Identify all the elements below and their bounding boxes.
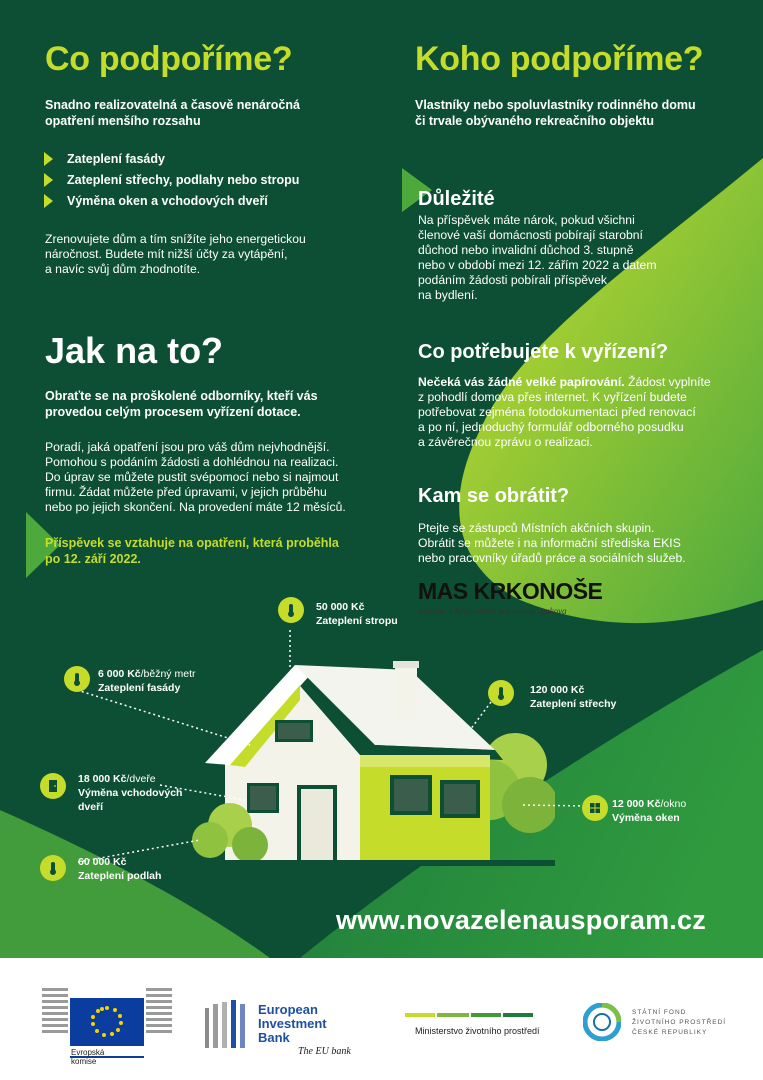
- sfzp-label: STÁTNÍ FOND ŽIVOTNÍHO PROSTŘEDÍ ČESKÉ REPUBLIKY: [632, 1009, 727, 1036]
- jak-subtitle: Obraťte se na proškolené odborníky, kteří vás provedou celým procesem vyřízení dotace.: [45, 389, 318, 419]
- dulezite-title: Důležité: [418, 188, 495, 210]
- european-commission-logo: [42, 976, 172, 1058]
- sfzp-logo-mark: [583, 1003, 621, 1041]
- mzp-label: Ministerstvo životního prostředí: [415, 1026, 540, 1036]
- jak-title: Jak na to?: [45, 330, 224, 371]
- bullet-item: Zateplení fasády: [44, 148, 299, 169]
- eib-logo-mark: [205, 1000, 250, 1052]
- arrow-icon: [44, 152, 53, 166]
- thermometer-icon: [64, 666, 90, 692]
- co-bullets: [44, 148, 299, 211]
- co-subtitle: Snadno realizovatelná a časově nenáročná opatření menšího rozsahu: [45, 98, 300, 128]
- label-strop: 50 000 Kč Zateplení stropu: [316, 601, 398, 627]
- potrebujete-text: Nečeká vás žádné velké papírování. Žádost vyplníte z pohodlí domova přes internet. K vyřízení budete potřebovat zejména fotodokumentaci před renovací a po ní, jednoduchý formulář odborného posudku a závěrečnou zprávu o realizaci.: [418, 375, 711, 449]
- label-podlaha: 60 000 Kč Zateplení podlah: [78, 856, 162, 882]
- mzp-logo-bars: [405, 1013, 535, 1019]
- label-okna: 12 000 Kč/okno Výměna oken: [612, 798, 687, 824]
- eib-tagline: The EU bank: [298, 1046, 351, 1057]
- arrow-icon: [44, 173, 53, 187]
- arrow-icon: [44, 194, 53, 208]
- label-fasada: 6 000 Kč/běžný metr Zateplení fasády: [98, 668, 196, 694]
- label-dvere: 18 000 Kč/dveře Výměna vchodových dveří: [78, 773, 183, 813]
- door-icon: [40, 773, 66, 799]
- bullet-item: Zateplení střechy, podlahy nebo stropu: [44, 169, 299, 190]
- kam-title: Kam se obrátit?: [418, 485, 570, 507]
- jak-note: Příspěvek se vztahuje na opatření, která proběhla po 12. září 2022.: [45, 536, 339, 566]
- kam-text: Ptejte se zástupců Místních akčních skupin. Obrátit se můžete i na informační střediska EKIS nebo pracovníky úřadů práce a sociálních služeb.: [418, 521, 686, 565]
- footer-logos: [0, 958, 763, 1080]
- window-icon: [582, 795, 608, 821]
- koho-subtitle: Vlastníky nebo spoluvlastníky rodinného domu či trvale obývaného rekreačního objektu: [415, 98, 696, 128]
- label-strecha: 120 000 Kč Zateplení střechy: [530, 684, 617, 710]
- koho-title: Koho podpoříme?: [415, 40, 704, 78]
- thermometer-icon: [488, 680, 514, 706]
- eib-label: European Investment Bank: [258, 1002, 327, 1045]
- thermometer-icon: [40, 855, 66, 881]
- mas-krkonose-tagline: zrazena v Krkonoších pro rozvoj venkova: [418, 606, 567, 616]
- thermometer-icon: [278, 597, 304, 623]
- mas-krkonose-logo: MAS KRKONOŠE: [418, 578, 603, 604]
- website-link[interactable]: www.novazelenausporam.cz: [336, 905, 706, 935]
- bullet-item: Výměna oken a vchodových dveří: [44, 190, 299, 211]
- co-title: Co podpoříme?: [45, 40, 293, 78]
- co-text: Zrenovujete dům a tím snížíte jeho energetickou náročnost. Budete mít nižší účty za vytápění, a navíc svůj dům zhodnotíte.: [45, 232, 306, 276]
- eu-label: Evropská komise: [71, 1048, 105, 1066]
- jak-text: Poradí, jaká opatření jsou pro váš dům nejvhodnější. Pomohou s podáním žádosti a dohlédnou na realizaci. Do úprav se můžete pustit svépomocí nebo si najmout firmu. Žádat můžete před úpravami, v jejich průběhu nebo po jejich skončení. Na provedení máte 12 měsíců.: [45, 440, 346, 514]
- dulezite-text: Na příspěvek máte nárok, pokud všichni členové vaší domácnosti pobírají starobní důchod nebo invalidní důchod 3. stupně nebo v období mezi 12. zářím 2022 a datem podáním žádosti pobírali příspěvek na bydlení.: [418, 213, 657, 302]
- potrebujete-title: Co potřebujete k vyřízení?: [418, 341, 669, 363]
